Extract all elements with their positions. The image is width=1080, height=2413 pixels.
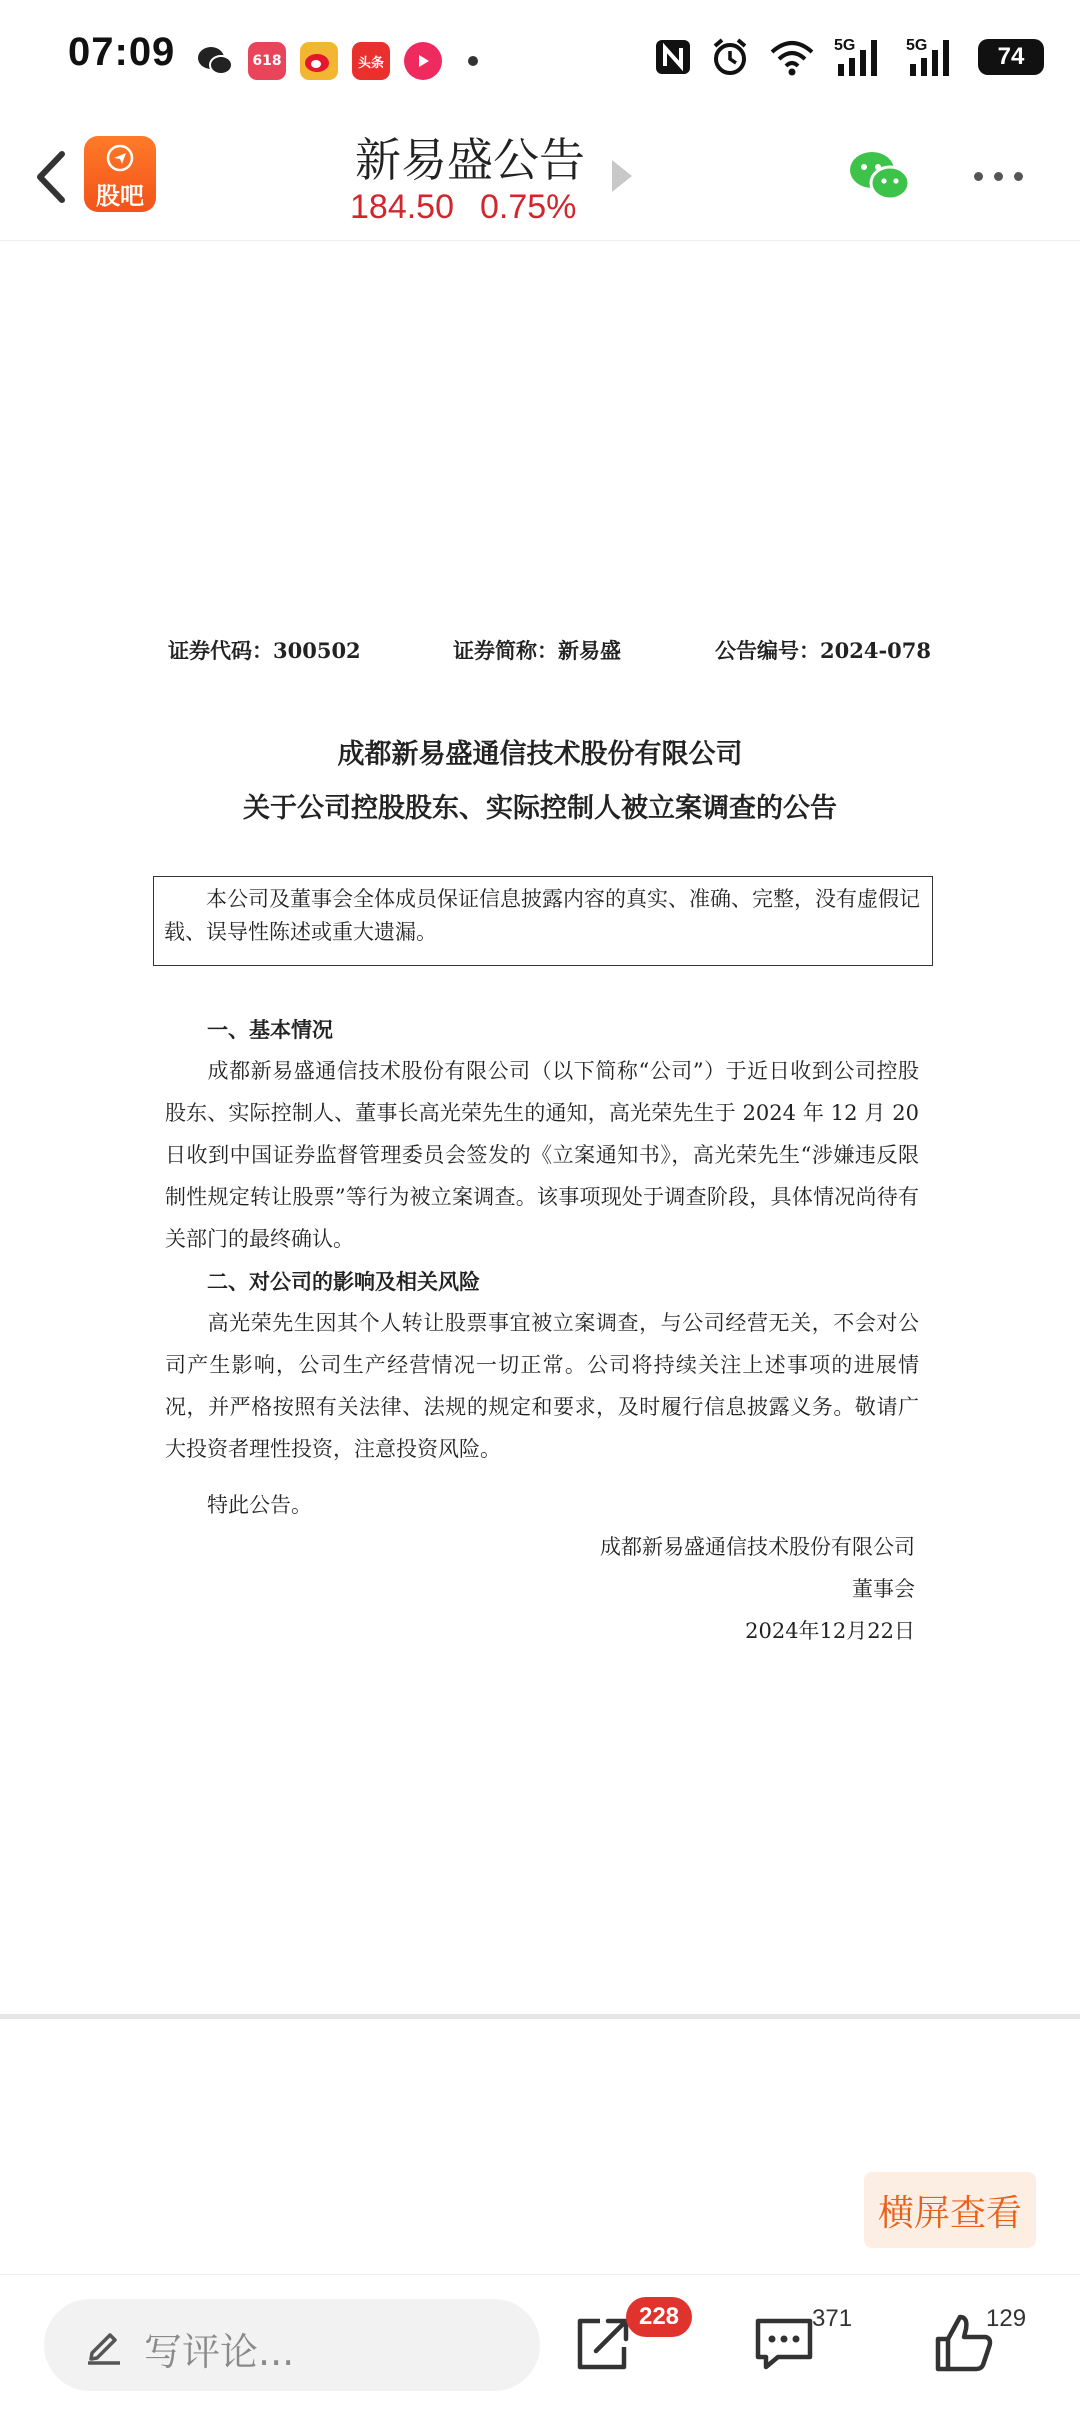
alarm-icon [710,37,750,77]
share-count-badge: 228 [626,2297,692,2337]
wechat-app-icon [196,42,234,80]
comment-icon[interactable] [752,2311,816,2375]
618-app-icon: 618 [248,42,286,80]
comment-count: 371 [812,2305,853,2332]
wifi-icon [768,38,816,76]
like-count: 129 [986,2305,1027,2332]
video-app-icon [404,42,442,80]
section-2-text: 高光荣先生因其个人转让股票事宜被立案调查，与公司经营无关，不会对公司产生影响，公司生产经营情况一切正常。公司将持续关注上述事项的进展情况，并严格按照有关法律、法规的规定和要求，及时履行信息披露义务。敬请广大投资者理性投资，注意投资风险。 [165,1311,919,1461]
signer-board: 董事会 [852,1577,915,1601]
logo-label: 股吧 [96,182,144,210]
nfc-icon [654,38,692,76]
paper-plane-icon [84,144,156,176]
section-1-text: 成都新易盛通信技术股份有限公司（以下简称“公司”）于近日收到公司控股股东、实际控制人、董事长高光荣先生的通知，高光荣先生于 2024 年 12 月 20 日收到中国证券监督管理委员会签发的《立案通知书》，高光荣先生“涉嫌违反限制性规定转让股票”等行为被立案调查。该事项现处于调查阶段，具体情况尚待有关部门的最终确认。 [165,1059,919,1251]
wechat-share-icon[interactable] [846,146,912,206]
status-time: 07:09 [68,30,176,74]
svg-text:5G: 5G [906,37,928,54]
closing-line: 特此公告。 [207,1493,312,1517]
stock-change: 0.75% [480,188,577,226]
status-bar [0,0,1080,120]
section-1-body [165,1050,919,1260]
stock-code: 证券代码：300502 [168,638,361,663]
content-divider [0,2014,1080,2019]
page-title[interactable]: 新易盛公告 [355,133,585,187]
pencil-icon [82,2323,126,2367]
stock-short-name: 证券简称：新易盛 [453,638,621,663]
comment-placeholder: 写评论... [144,2330,295,2374]
svg-text:5G: 5G [834,37,856,54]
section-2-body [165,1302,919,1470]
share-icon[interactable] [570,2311,634,2375]
announcement-date: 2024年12月22日 [745,1619,915,1643]
back-arrow-icon[interactable] [22,142,78,212]
notice-number: 公告编号：2024-078 [715,638,931,663]
comment-input[interactable] [44,2299,540,2391]
landscape-view-button[interactable]: 横屏查看 [864,2172,1036,2248]
title-expand-arrow-icon[interactable] [612,160,632,192]
top-header [0,120,1080,241]
announcement-title: 关于公司控股股东、实际控制人被立案调查的公告 [243,793,837,824]
more-options-icon[interactable] [974,172,1023,181]
stock-quote [350,188,576,227]
system-icons [654,36,1044,78]
announcement-document [0,240,1080,2010]
more-notifications-dot [468,56,478,66]
notification-icons [196,42,478,80]
weibo-app-icon [300,42,338,80]
toutiao-app-icon: 头条 [352,42,390,80]
signal-5g-icon [834,36,888,78]
battery-indicator: 74 [978,39,1044,75]
company-title: 成都新易盛通信技术股份有限公司 [337,739,743,770]
signer-company: 成都新易盛通信技术股份有限公司 [600,1535,915,1559]
guba-logo[interactable] [84,136,156,212]
disclosure-statement: 本公司及董事会全体成员保证信息披露内容的真实、准确、完整，没有虚假记载、误导性陈述或重大遗漏。 [164,887,920,944]
section-1-heading: 一、基本情况 [207,1017,333,1042]
signal-5g-icon-2 [906,36,960,78]
section-2-heading: 二、对公司的影响及相关风险 [207,1269,480,1294]
stock-price: 184.50 [350,188,454,226]
bottom-action-bar [0,2274,1080,2413]
disclosure-statement-box [153,876,933,966]
